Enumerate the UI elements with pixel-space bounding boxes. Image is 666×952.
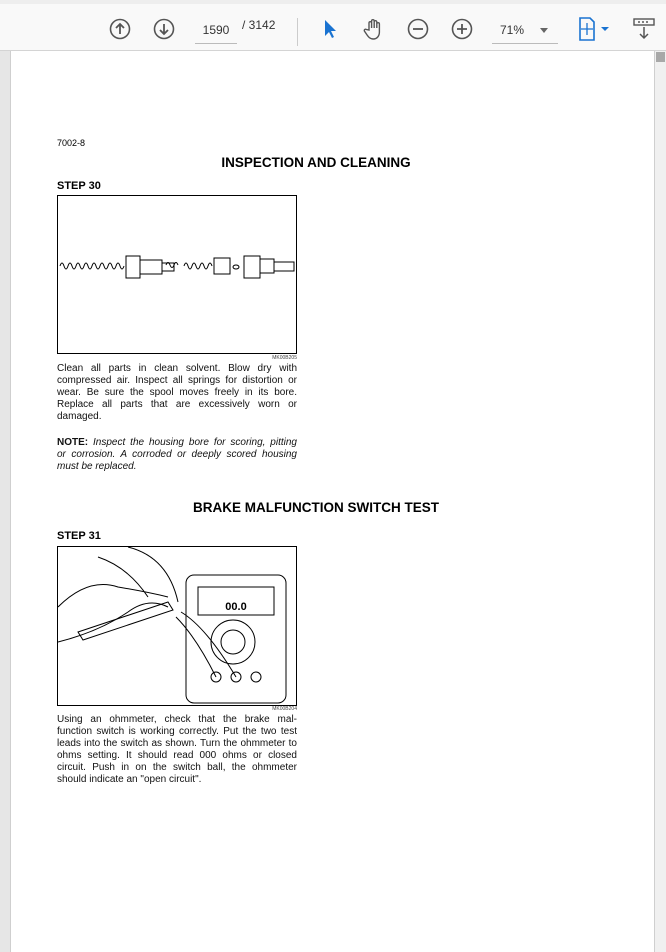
step-30-text — [57, 363, 297, 423]
page-number: 7002-8 — [57, 138, 86, 148]
figure-ohmmeter-test — [57, 546, 297, 706]
fit-page-icon — [577, 17, 611, 41]
document-page — [10, 51, 655, 952]
section-heading: BRAKE MALFUNCTION SWITCH TEST — [193, 500, 439, 515]
section-heading: INSPECTION AND CLEANING — [221, 155, 411, 170]
step-label: STEP 30 — [57, 180, 101, 192]
scrollbar-thumb[interactable] — [656, 52, 665, 62]
previous-page-button[interactable] — [108, 17, 132, 41]
zoom-value: 71% — [500, 23, 525, 37]
text-line: ohms setting. It should read 000 ohms or closed — [57, 750, 297, 761]
chevron-down-icon — [540, 28, 548, 33]
zoom-out-icon — [407, 18, 429, 40]
figure-code: MK00B205 — [272, 355, 297, 361]
text-line: compressed air. Inspect all springs for distortion or — [57, 375, 297, 386]
figure-spool-parts — [57, 195, 297, 354]
note — [57, 437, 297, 473]
meter-reading: 00.0 — [225, 601, 247, 613]
text-line: Replace all parts that are excessively worn or — [57, 399, 297, 410]
vertical-scrollbar[interactable] — [655, 51, 666, 952]
pointer-icon — [320, 18, 340, 40]
hand-tool-button[interactable] — [362, 17, 386, 41]
text-line: leads into the switch as shown. Turn the ohmmeter to — [57, 738, 297, 749]
text-line: Using an ohmmeter, check that the brake mal- — [57, 714, 297, 725]
text-line: wear. Be sure the spool moves freely in its bore. — [57, 387, 297, 398]
select-tool-button[interactable] — [318, 17, 342, 41]
page-number-input[interactable] — [195, 16, 237, 44]
text-line: or corrosion. A corroded or deeply scored housing — [57, 449, 297, 460]
zoom-in-button[interactable] — [450, 17, 474, 41]
text-line: damaged. — [57, 411, 102, 422]
step-31-text — [57, 714, 297, 786]
fit-page-button[interactable] — [576, 17, 612, 41]
figure-code: MK00B204 — [272, 706, 297, 712]
note-label: NOTE: — [57, 437, 89, 448]
arrow-up-circle-icon — [109, 18, 131, 40]
text-line: should indicate an "open circuit". — [57, 774, 202, 785]
zoom-in-icon — [451, 18, 473, 40]
text-line: function switch is working correctly. Put the two test — [57, 726, 297, 737]
zoom-level-select[interactable] — [492, 16, 558, 44]
zoom-out-button[interactable] — [406, 17, 430, 41]
read-mode-icon — [633, 17, 655, 41]
ohmmeter-illustration — [58, 547, 296, 705]
toolbar — [0, 0, 666, 51]
text-line: Inspect the housing bore for scoring, pitting — [93, 437, 297, 448]
text-line: circuit. Push in on the switch ball, the ohmmeter — [57, 762, 297, 773]
divider — [297, 18, 298, 46]
text-line: must be replaced. — [57, 461, 137, 472]
step-label: STEP 31 — [57, 530, 101, 542]
spool-parts-illustration — [58, 196, 296, 353]
read-mode-button[interactable] — [632, 17, 656, 41]
text-line: Clean all parts in clean solvent. Blow dry with — [57, 363, 297, 374]
page-total: / 3142 — [242, 18, 276, 32]
next-page-button[interactable] — [152, 17, 176, 41]
arrow-down-circle-icon — [153, 18, 175, 40]
hand-icon — [362, 17, 386, 41]
